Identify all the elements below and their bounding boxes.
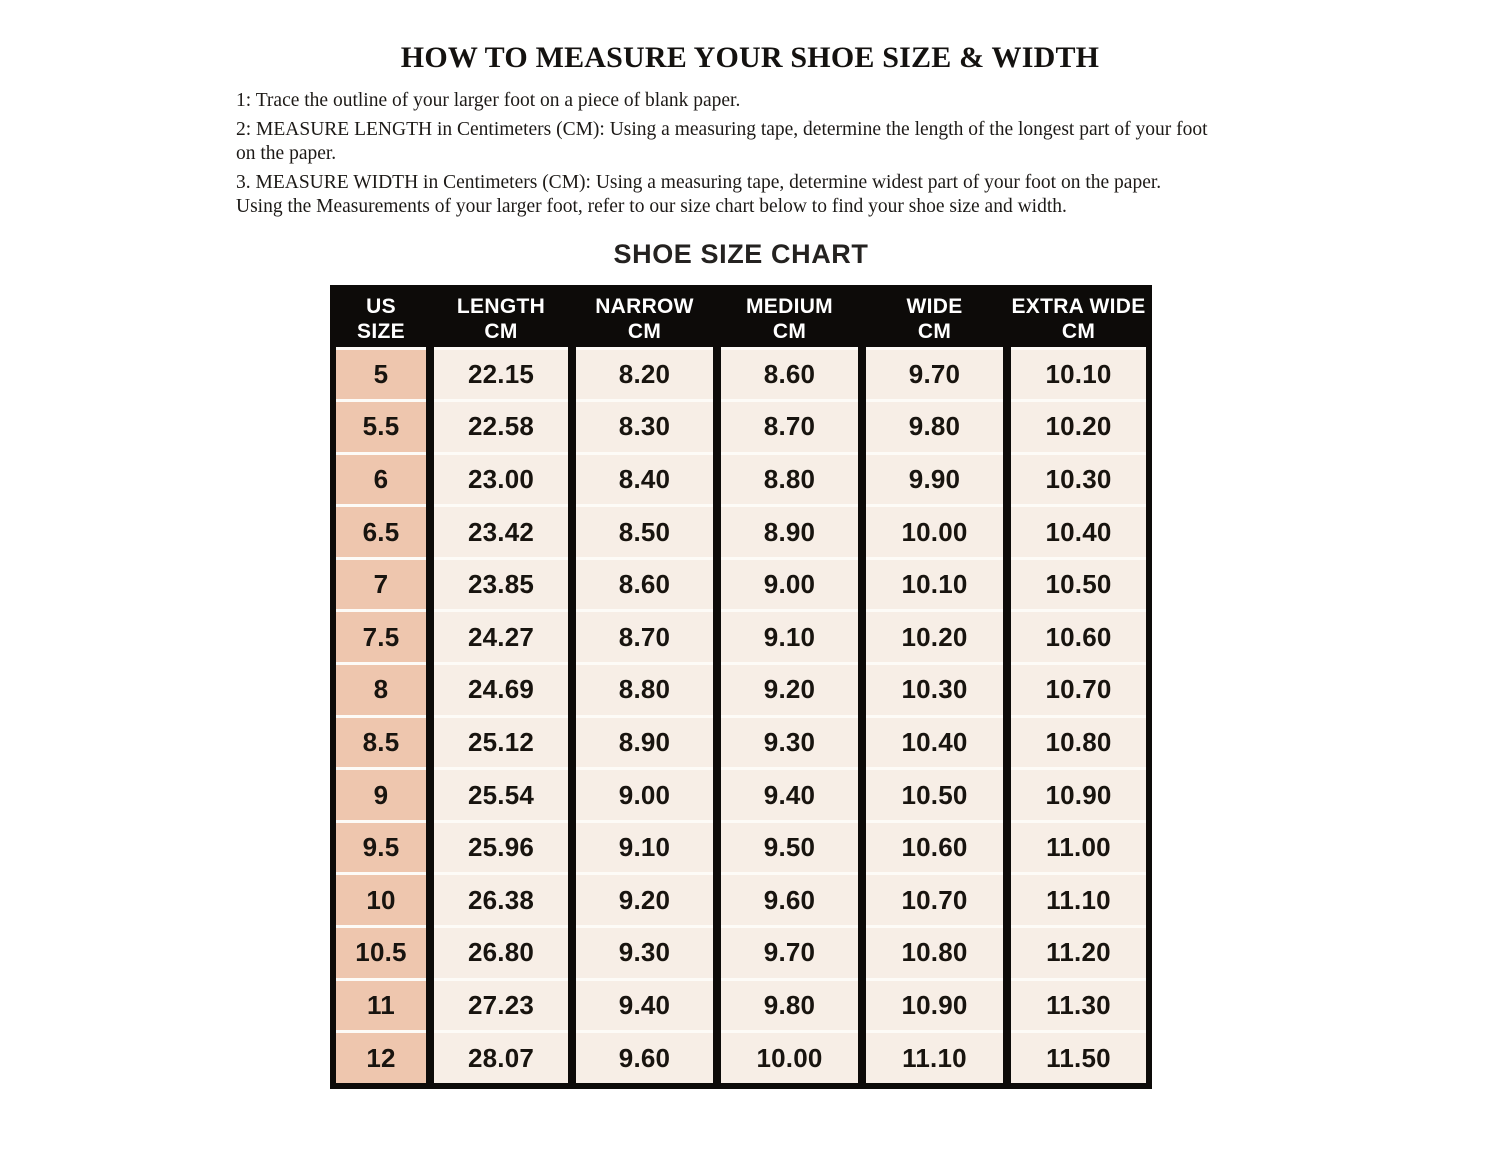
measurement-cell: 10.70 [1011, 662, 1146, 715]
measurement-cell: 11.10 [1011, 872, 1146, 925]
measurement-cell: 9.00 [576, 767, 713, 820]
column-header: LENGTH CM [434, 291, 568, 347]
measurement-cell: 10.30 [1011, 452, 1146, 505]
measurement-cell: 28.07 [434, 1030, 568, 1083]
measurement-cell: 8.60 [721, 347, 858, 400]
measurement-cell: 10.80 [1011, 715, 1146, 768]
measurement-cell: 9.60 [576, 1030, 713, 1083]
measurement-cell: 23.00 [434, 452, 568, 505]
us-size-cell: 7.5 [336, 609, 426, 662]
column-header: NARROW CM [576, 291, 713, 347]
measurement-cell: 22.15 [434, 347, 568, 400]
measurement-cell: 9.10 [576, 820, 713, 873]
measurement-cell: 26.38 [434, 872, 568, 925]
measurement-cell: 10.50 [866, 767, 1003, 820]
column-header: US SIZE [336, 291, 426, 347]
us-size-cell: 11 [336, 978, 426, 1031]
measurement-cell: 10.30 [866, 662, 1003, 715]
measurement-cell: 10.10 [866, 557, 1003, 610]
measurement-cell: 9.30 [576, 925, 713, 978]
measurement-cell: 9.50 [721, 820, 858, 873]
measurement-cell: 8.90 [721, 504, 858, 557]
instruction-line: 3. MEASURE WIDTH in Centimeters (CM): Using a measuring tape, determine widest part of your foot on the paper. [236, 171, 1162, 193]
measurement-cell: 8.70 [721, 399, 858, 452]
chart-title: SHOE SIZE CHART [613, 238, 869, 269]
measurement-cell: 23.42 [434, 504, 568, 557]
measurement-cell: 24.27 [434, 609, 568, 662]
measurement-cell: 25.12 [434, 715, 568, 768]
column-header: MEDIUM CM [721, 291, 858, 347]
us-size-cell: 5 [336, 347, 426, 400]
measurement-cell: 11.10 [866, 1030, 1003, 1083]
measurement-cell: 8.40 [576, 452, 713, 505]
measurement-cell: 9.00 [721, 557, 858, 610]
measurement-cell: 11.00 [1011, 820, 1146, 873]
measurement-cell: 9.10 [721, 609, 858, 662]
measurement-cell: 23.85 [434, 557, 568, 610]
measurement-cell: 24.69 [434, 662, 568, 715]
measurement-cell: 11.30 [1011, 978, 1146, 1031]
measurement-cell: 10.70 [866, 872, 1003, 925]
measure-instructions [236, 89, 1246, 220]
measurement-cell: 10.20 [1011, 399, 1146, 452]
us-size-cell: 9 [336, 767, 426, 820]
instruction-line: on the paper. [236, 143, 337, 164]
measurement-cell: 9.70 [866, 347, 1003, 400]
measurement-cell: 8.50 [576, 504, 713, 557]
column-header: WIDE CM [866, 291, 1003, 347]
measurement-cell: 8.20 [576, 347, 713, 400]
measurement-cell: 8.80 [721, 452, 858, 505]
measurement-cell: 10.40 [1011, 504, 1146, 557]
us-size-cell: 7 [336, 557, 426, 610]
measurement-cell: 27.23 [434, 978, 568, 1031]
measurement-cell: 10.20 [866, 609, 1003, 662]
measurement-cell: 9.60 [721, 872, 858, 925]
page-title: HOW TO MEASURE YOUR SHOE SIZE & WIDTH [400, 41, 1100, 74]
measurement-cell: 8.80 [576, 662, 713, 715]
measurement-cell: 8.30 [576, 399, 713, 452]
measurement-cell: 9.20 [721, 662, 858, 715]
chart-section [330, 239, 1152, 1089]
measurement-cell: 11.50 [1011, 1030, 1146, 1083]
us-size-cell: 12 [336, 1030, 426, 1083]
measurement-cell: 10.10 [1011, 347, 1146, 400]
measurement-cell: 9.40 [721, 767, 858, 820]
measurement-cell: 8.90 [576, 715, 713, 768]
us-size-cell: 8.5 [336, 715, 426, 768]
measurement-cell: 10.60 [866, 820, 1003, 873]
measurement-cell: 9.90 [866, 452, 1003, 505]
measurement-cell: 10.90 [1011, 767, 1146, 820]
measurement-cell: 9.30 [721, 715, 858, 768]
measurement-cell: 9.40 [576, 978, 713, 1031]
instruction-line: Using the Measurements of your larger foot, refer to our size chart below to find your shoe size and width. [236, 196, 1067, 217]
measurement-cell: 10.60 [1011, 609, 1146, 662]
us-size-cell: 6.5 [336, 504, 426, 557]
measurement-cell: 10.50 [1011, 557, 1146, 610]
measurement-cell: 9.70 [721, 925, 858, 978]
measurement-cell: 10.00 [866, 504, 1003, 557]
measurement-cell: 10.90 [866, 978, 1003, 1031]
us-size-cell: 10.5 [336, 925, 426, 978]
measurement-cell: 9.80 [721, 978, 858, 1031]
measurement-cell: 10.40 [866, 715, 1003, 768]
us-size-cell: 5.5 [336, 399, 426, 452]
measurement-cell: 10.00 [721, 1030, 858, 1083]
measurement-cell: 25.96 [434, 820, 568, 873]
size-guide-page [0, 42, 1500, 1167]
measurement-cell: 25.54 [434, 767, 568, 820]
instruction-line: 1: Trace the outline of your larger foot on a piece of blank paper. [236, 90, 741, 111]
measurement-cell: 10.80 [866, 925, 1003, 978]
measurement-cell: 26.80 [434, 925, 568, 978]
column-header: EXTRA WIDE CM [1011, 291, 1146, 347]
measurement-cell: 8.60 [576, 557, 713, 610]
measurement-cell: 11.20 [1011, 925, 1146, 978]
measurement-cell: 8.70 [576, 609, 713, 662]
us-size-cell: 10 [336, 872, 426, 925]
measurement-cell: 9.80 [866, 399, 1003, 452]
us-size-cell: 8 [336, 662, 426, 715]
instruction-line: 2: MEASURE LENGTH in Centimeters (CM): Using a measuring tape, determine the length of the longest part of your foot [236, 118, 1208, 140]
us-size-cell: 9.5 [336, 820, 426, 873]
measurement-cell: 22.58 [434, 399, 568, 452]
us-size-cell: 6 [336, 452, 426, 505]
shoe-size-table [330, 285, 1152, 1089]
measurement-cell: 9.20 [576, 872, 713, 925]
